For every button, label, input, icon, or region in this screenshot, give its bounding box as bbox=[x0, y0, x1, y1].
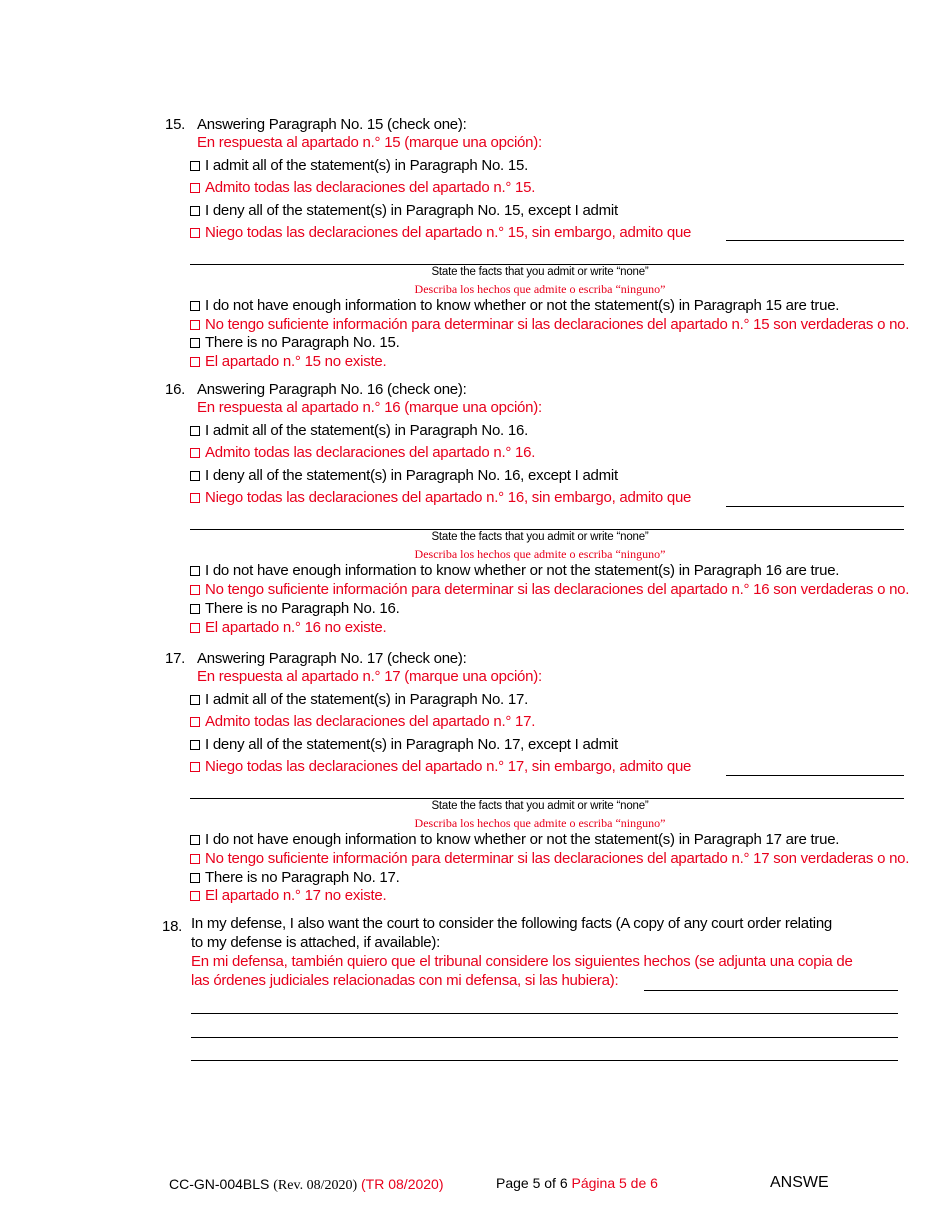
noinfo-label-es: No tengo suficiente información para determinar si las declaraciones del apartado n.° 15 son verdaderas o no. bbox=[205, 316, 910, 333]
deny-option-es bbox=[190, 224, 691, 241]
admit-facts-line[interactable] bbox=[726, 240, 904, 241]
section-heading: Answering Paragraph No. 15 (check one): bbox=[197, 116, 467, 133]
none-checkbox[interactable] bbox=[190, 604, 200, 614]
admit-checkbox-es[interactable] bbox=[190, 448, 200, 458]
admit-facts-line[interactable] bbox=[726, 506, 904, 507]
facts-caption: State the facts that you admit or write “none” bbox=[431, 266, 649, 278]
noinfo-label: I do not have enough information to know whether or not the statement(s) in Paragraph 15 are true. bbox=[205, 297, 840, 314]
admit-option-es bbox=[190, 179, 535, 196]
noinfo-option-es bbox=[190, 316, 909, 333]
deny-option-es bbox=[190, 489, 691, 506]
admit-facts-line[interactable] bbox=[726, 775, 904, 776]
none-option-es bbox=[190, 619, 386, 636]
deny-label: I deny all of the statement(s) in Paragraph No. 16, except I admit bbox=[205, 467, 618, 484]
none-option-es bbox=[190, 887, 386, 904]
defense-facts-line[interactable] bbox=[644, 990, 898, 991]
deny-option bbox=[190, 467, 618, 484]
admit-option bbox=[190, 157, 528, 174]
noinfo-label: I do not have enough information to know whether or not the statement(s) in Paragraph 16 are true. bbox=[205, 562, 840, 579]
noinfo-checkbox[interactable] bbox=[190, 566, 200, 576]
section-heading-es: En respuesta al apartado n.° 16 (marque una opción): bbox=[197, 399, 542, 416]
deny-checkbox-es[interactable] bbox=[190, 762, 200, 772]
deny-label-es: Niego todas las declaraciones del apartado n.° 15, sin embargo, admito que bbox=[205, 224, 692, 241]
deny-label: I deny all of the statement(s) in Paragraph No. 15, except I admit bbox=[205, 202, 618, 219]
admit-option bbox=[190, 422, 528, 439]
admit-option-es bbox=[190, 444, 535, 461]
none-label-es: El apartado n.° 15 no existe. bbox=[205, 353, 387, 370]
noinfo-checkbox-es[interactable] bbox=[190, 854, 200, 864]
none-label-es: El apartado n.° 17 no existe. bbox=[205, 887, 387, 904]
none-checkbox-es[interactable] bbox=[190, 891, 200, 901]
deny-label-es: Niego todas las declaraciones del apartado n.° 16, sin embargo, admito que bbox=[205, 489, 692, 506]
deny-checkbox[interactable] bbox=[190, 740, 200, 750]
facts-caption: State the facts that you admit or write “none” bbox=[431, 800, 649, 812]
defense-facts-line-3[interactable] bbox=[191, 1037, 898, 1038]
admit-checkbox[interactable] bbox=[190, 161, 200, 171]
deny-option bbox=[190, 202, 618, 219]
admit-facts-line-2[interactable] bbox=[190, 529, 904, 530]
admit-facts-line-2[interactable] bbox=[190, 798, 904, 799]
item-number: 16. bbox=[165, 381, 186, 398]
page-number-es: Página 5 de 6 bbox=[571, 1175, 658, 1191]
deny-checkbox[interactable] bbox=[190, 471, 200, 481]
admit-checkbox[interactable] bbox=[190, 426, 200, 436]
noinfo-label-es: No tengo suficiente información para determinar si las declaraciones del apartado n.° 16 son verdaderas o no. bbox=[205, 581, 910, 598]
form-id: CC-GN-004BLS bbox=[169, 1176, 270, 1192]
admit-option-es bbox=[190, 713, 535, 730]
deny-checkbox-es[interactable] bbox=[190, 228, 200, 238]
noinfo-label: I do not have enough information to know whether or not the statement(s) in Paragraph 17 are true. bbox=[205, 831, 840, 848]
facts-caption-es: Describa los hechos que admite o escriba “ninguno” bbox=[414, 282, 666, 296]
admit-label-es: Admito todas las declaraciones del apartado n.° 15. bbox=[205, 179, 536, 196]
section-heading: Answering Paragraph No. 16 (check one): bbox=[197, 381, 467, 398]
noinfo-option-es bbox=[190, 581, 909, 598]
none-label: There is no Paragraph No. 15. bbox=[205, 334, 400, 351]
noinfo-checkbox-es[interactable] bbox=[190, 320, 200, 330]
item-number: 15. bbox=[165, 116, 186, 133]
admit-label: I admit all of the statement(s) in Paragraph No. 15. bbox=[205, 157, 528, 174]
none-checkbox[interactable] bbox=[190, 338, 200, 348]
admit-checkbox-es[interactable] bbox=[190, 717, 200, 727]
page-number-block bbox=[496, 1175, 658, 1191]
defense-text-line-1-es: En mi defensa, también quiero que el tribunal considere los siguientes hechos (se adjunta una copia de bbox=[191, 953, 853, 970]
defense-text-line-2: to my defense is attached, if available): bbox=[191, 934, 441, 951]
deny-option bbox=[190, 736, 618, 753]
facts-caption: State the facts that you admit or write “none” bbox=[431, 531, 649, 543]
form-id-block bbox=[169, 1176, 444, 1194]
page-number: Page 5 of 6 bbox=[496, 1175, 568, 1191]
none-option bbox=[190, 334, 400, 351]
none-label: There is no Paragraph No. 17. bbox=[205, 869, 400, 886]
defense-facts-line-4[interactable] bbox=[191, 1060, 898, 1061]
facts-caption-es: Describa los hechos que admite o escriba “ninguno” bbox=[414, 816, 666, 830]
admit-label: I admit all of the statement(s) in Paragraph No. 16. bbox=[205, 422, 528, 439]
item-number: 18. bbox=[162, 918, 183, 935]
section-heading-es: En respuesta al apartado n.° 17 (marque una opción): bbox=[197, 668, 542, 685]
none-checkbox-es[interactable] bbox=[190, 357, 200, 367]
admit-checkbox[interactable] bbox=[190, 695, 200, 705]
none-label-es: El apartado n.° 16 no existe. bbox=[205, 619, 387, 636]
none-option-es bbox=[190, 353, 386, 370]
facts-caption-es: Describa los hechos que admite o escriba “ninguno” bbox=[414, 547, 666, 561]
admit-facts-line-2[interactable] bbox=[190, 264, 904, 265]
defense-facts-line-2[interactable] bbox=[191, 1013, 898, 1014]
none-checkbox-es[interactable] bbox=[190, 623, 200, 633]
noinfo-option bbox=[190, 562, 839, 579]
deny-label-es: Niego todas las declaraciones del apartado n.° 17, sin embargo, admito que bbox=[205, 758, 692, 775]
admit-checkbox-es[interactable] bbox=[190, 183, 200, 193]
section-heading-es: En respuesta al apartado n.° 15 (marque una opción): bbox=[197, 134, 542, 151]
noinfo-checkbox[interactable] bbox=[190, 835, 200, 845]
noinfo-option bbox=[190, 831, 839, 848]
admit-label: I admit all of the statement(s) in Paragraph No. 17. bbox=[205, 691, 528, 708]
defense-text-line-1: In my defense, I also want the court to consider the following facts (A copy of any court order relating bbox=[191, 915, 833, 932]
deny-checkbox-es[interactable] bbox=[190, 493, 200, 503]
deny-checkbox[interactable] bbox=[190, 206, 200, 216]
document-title: ANSWE bbox=[770, 1174, 829, 1191]
deny-label: I deny all of the statement(s) in Paragraph No. 17, except I admit bbox=[205, 736, 618, 753]
deny-option-es bbox=[190, 758, 691, 775]
noinfo-option-es bbox=[190, 850, 909, 867]
form-revision: (Rev. 08/2020) bbox=[273, 1178, 358, 1193]
item-number: 17. bbox=[165, 650, 186, 667]
noinfo-checkbox[interactable] bbox=[190, 301, 200, 311]
none-checkbox[interactable] bbox=[190, 873, 200, 883]
form-revision-es: (TR 08/2020) bbox=[361, 1176, 444, 1192]
admit-label-es: Admito todas las declaraciones del apartado n.° 17. bbox=[205, 713, 536, 730]
none-option bbox=[190, 869, 400, 886]
defense-text-line-2-es: las órdenes judiciales relacionadas con mi defensa, si las hubiera): bbox=[191, 972, 619, 989]
none-option bbox=[190, 600, 400, 617]
noinfo-option bbox=[190, 297, 839, 314]
admit-option bbox=[190, 691, 528, 708]
admit-label-es: Admito todas las declaraciones del apartado n.° 16. bbox=[205, 444, 536, 461]
noinfo-checkbox-es[interactable] bbox=[190, 585, 200, 595]
none-label: There is no Paragraph No. 16. bbox=[205, 600, 400, 617]
section-heading: Answering Paragraph No. 17 (check one): bbox=[197, 650, 467, 667]
noinfo-label-es: No tengo suficiente información para determinar si las declaraciones del apartado n.° 17 son verdaderas o no. bbox=[205, 850, 910, 867]
